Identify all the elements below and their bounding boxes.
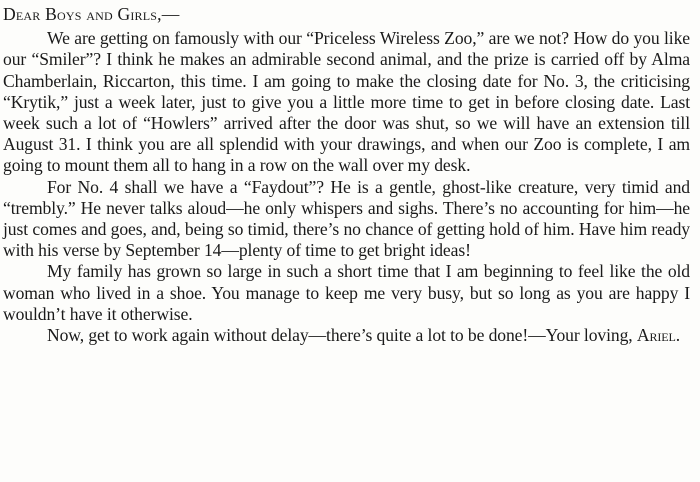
closing-text: Now, get to work again without delay—there’s quite a lot to be done!—Your loving,	[47, 325, 637, 346]
salutation: Dear Boys and Girls,—	[3, 4, 180, 24]
paragraph-zoo-update: We are getting on famously with our “Priceless Wireless Zoo,” are we not? How do you like our “Smiler”? I think he makes an admirable second animal, and the prize is carried off by Alma Chamberlain, Riccarton, this time. I am going to make the closing date for No. 3, the criticising “Krytik,” just a week later, just to give you a little more time to get in before closing date. Last week such a lot of “Howlers” arrived after the door was shut, so we will have an extension till August 31. I think you are all splendid with your drawings, and when our Zoo is complete, I am going to mount them all to hang in a row on the wall over my desk.	[3, 28, 690, 176]
paragraph-closing	[3, 325, 690, 346]
paragraph-family: My family has grown so large in such a short time that I am beginning to feel like the old woman who lived in a shoe. You manage to keep me very busy, but so long as you are happy I wouldn’t have it otherwise.	[3, 261, 690, 324]
signature: Ariel.	[636, 325, 681, 346]
paragraph-faydout: For No. 4 shall we have a “Faydout”? He is a gentle, ghost-like creature, very timid and “trembly.” He never talks aloud—he only whispers and sighs. There’s no accounting for him—he just comes and goes, and, being so timid, there’s no chance of getting hold of him. Have him ready with his verse by September 14—plenty of time to get bright ideas!	[3, 176, 690, 261]
